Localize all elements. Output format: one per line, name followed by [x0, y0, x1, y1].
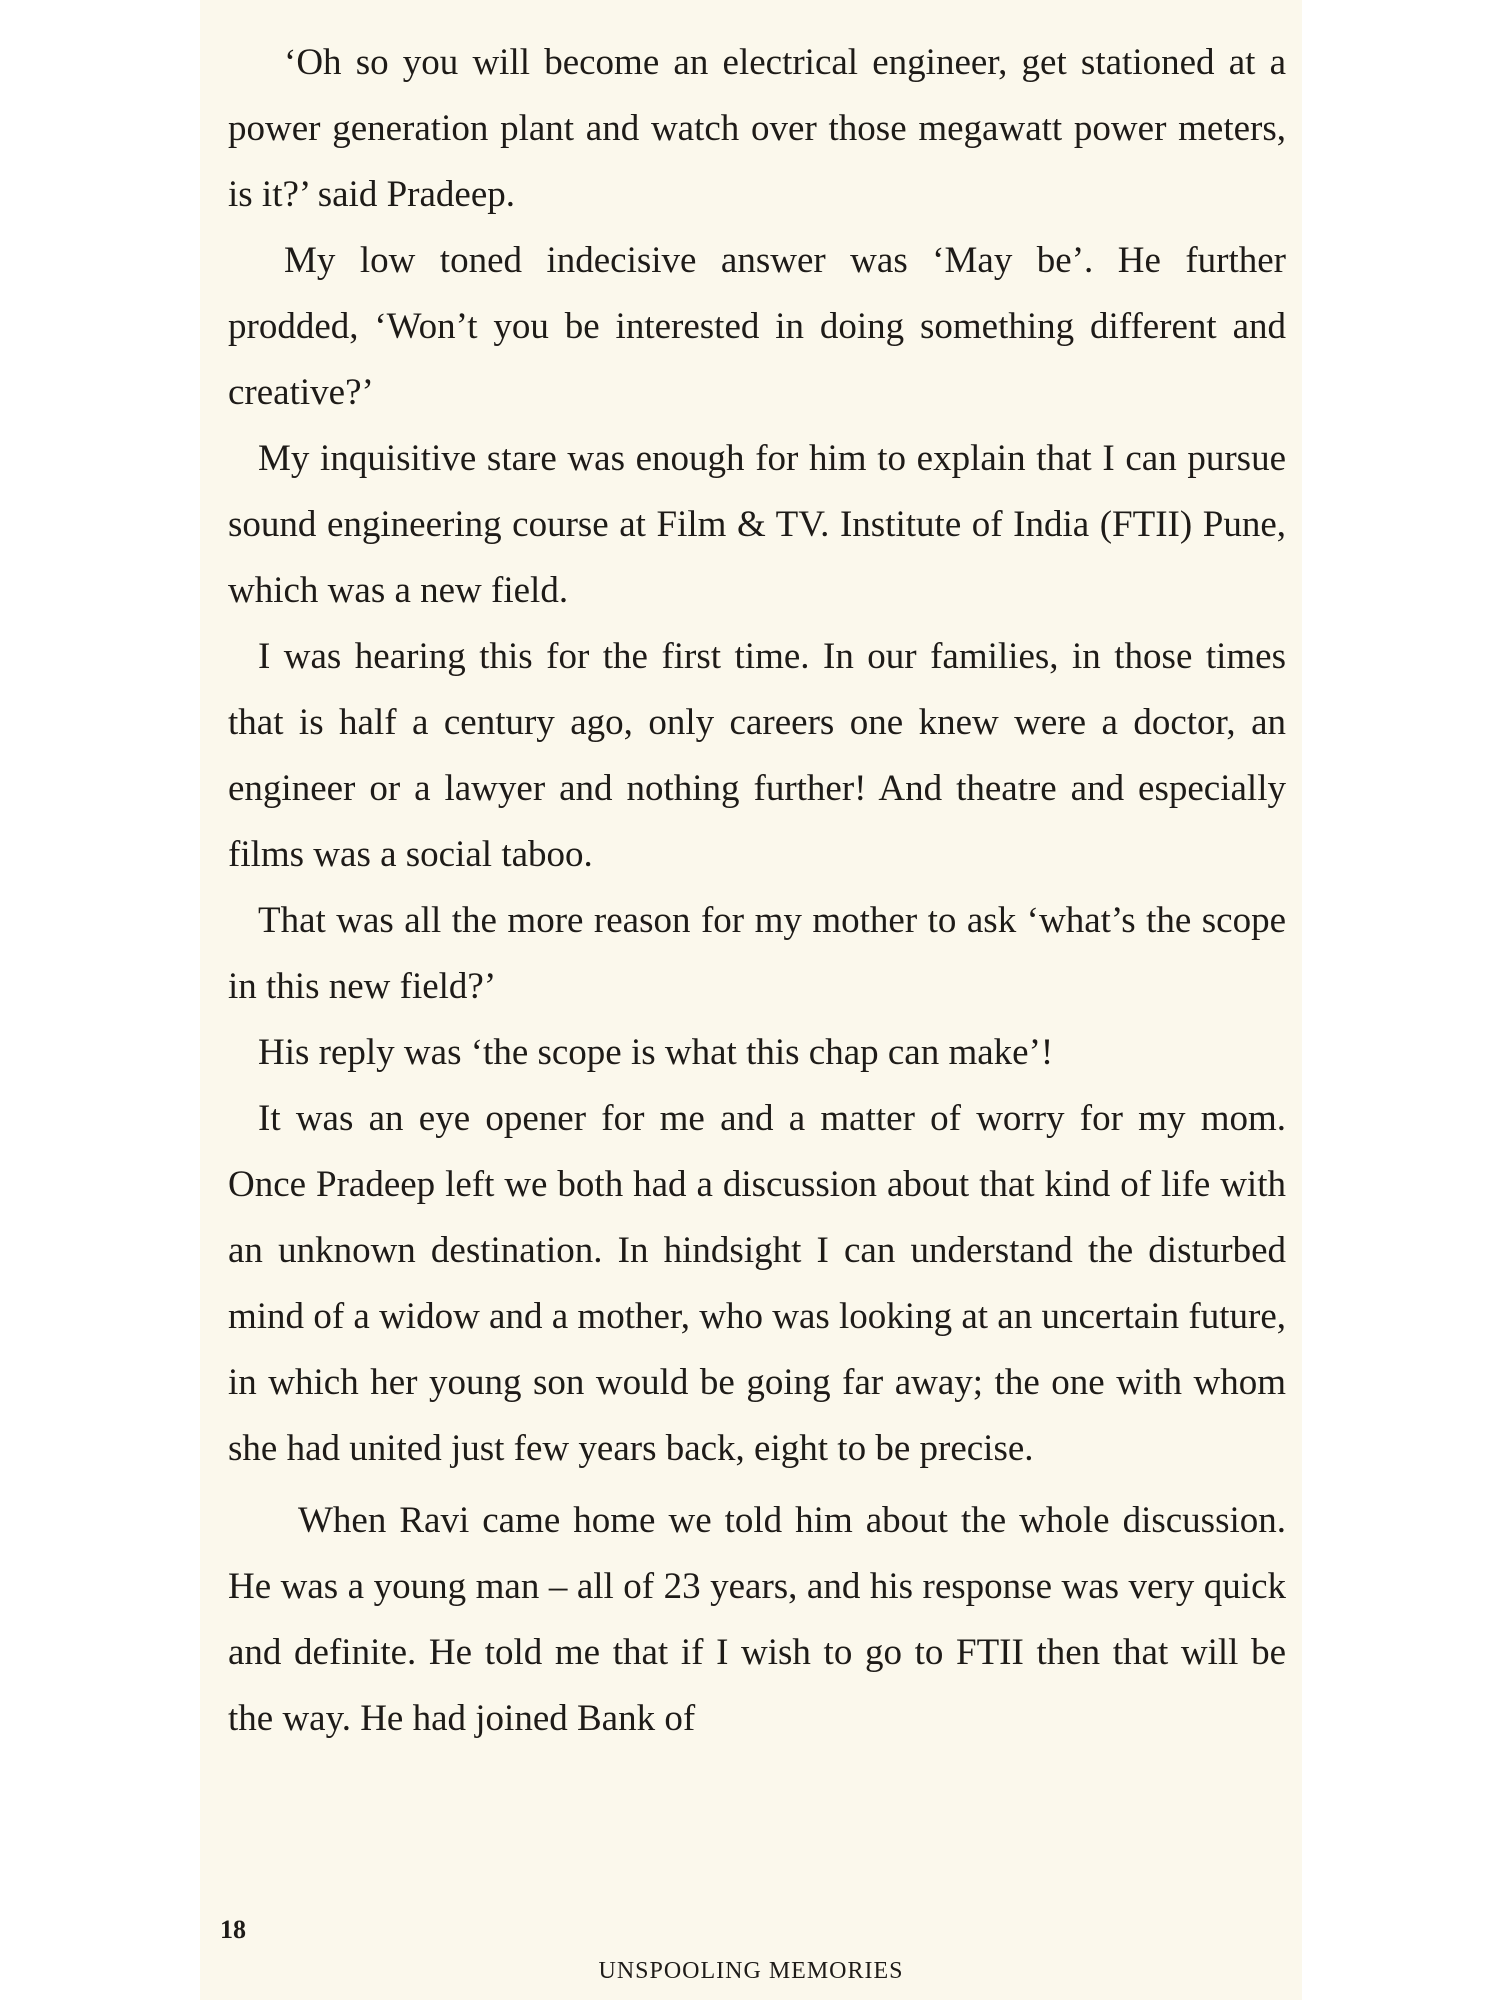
book-page: [200, 0, 1302, 2000]
paragraph: My low toned indecisive answer was ‘May be’. He further prodded, ‘Won’t you be interested in doing something different and creative?’: [228, 240, 1286, 413]
page-number: 18: [220, 1915, 246, 1944]
paragraph: His reply was ‘the scope is what this chap can make’!: [258, 1032, 1054, 1073]
body-text: [228, 30, 1286, 1752]
paragraph: My inquisitive stare was enough for him to explain that I can pursue sound engineering course at Film & TV. Institute of India (FTII) Pune, which was a new field.: [228, 438, 1286, 611]
running-title: UNSPOOLING MEMORIES: [598, 1958, 904, 1984]
paragraph: That was all the more reason for my mother to ask ‘what’s the scope in this new field?’: [228, 900, 1286, 1007]
paragraph: When Ravi came home we told him about the whole discussion. He was a young man – all of 23 years, and his response was very quick and definite. He told me that if I wish to go to FTII then that will be the way. He had joined Bank of: [228, 1500, 1286, 1739]
paragraph: ‘Oh so you will become an electrical engineer, get stationed at a power generation plant and watch over those megawatt power meters, is it?’ said Pradeep.: [228, 42, 1286, 215]
paragraph: It was an eye opener for me and a matter of worry for my mom. Once Pradeep left we both had a discussion about that kind of life with an unknown destination. In hindsight I can understand the disturbed mind of a widow and a mother, who was looking at an uncertain future, in which her young son would be going far away; the one with whom she had united just few years back, eight to be precise.: [228, 1098, 1286, 1469]
paragraph: I was hearing this for the first time. In our families, in those times that is half a century ago, only careers one knew were a doctor, an engineer or a lawyer and nothing further! And theatre and especially films was a social taboo.: [228, 636, 1286, 875]
